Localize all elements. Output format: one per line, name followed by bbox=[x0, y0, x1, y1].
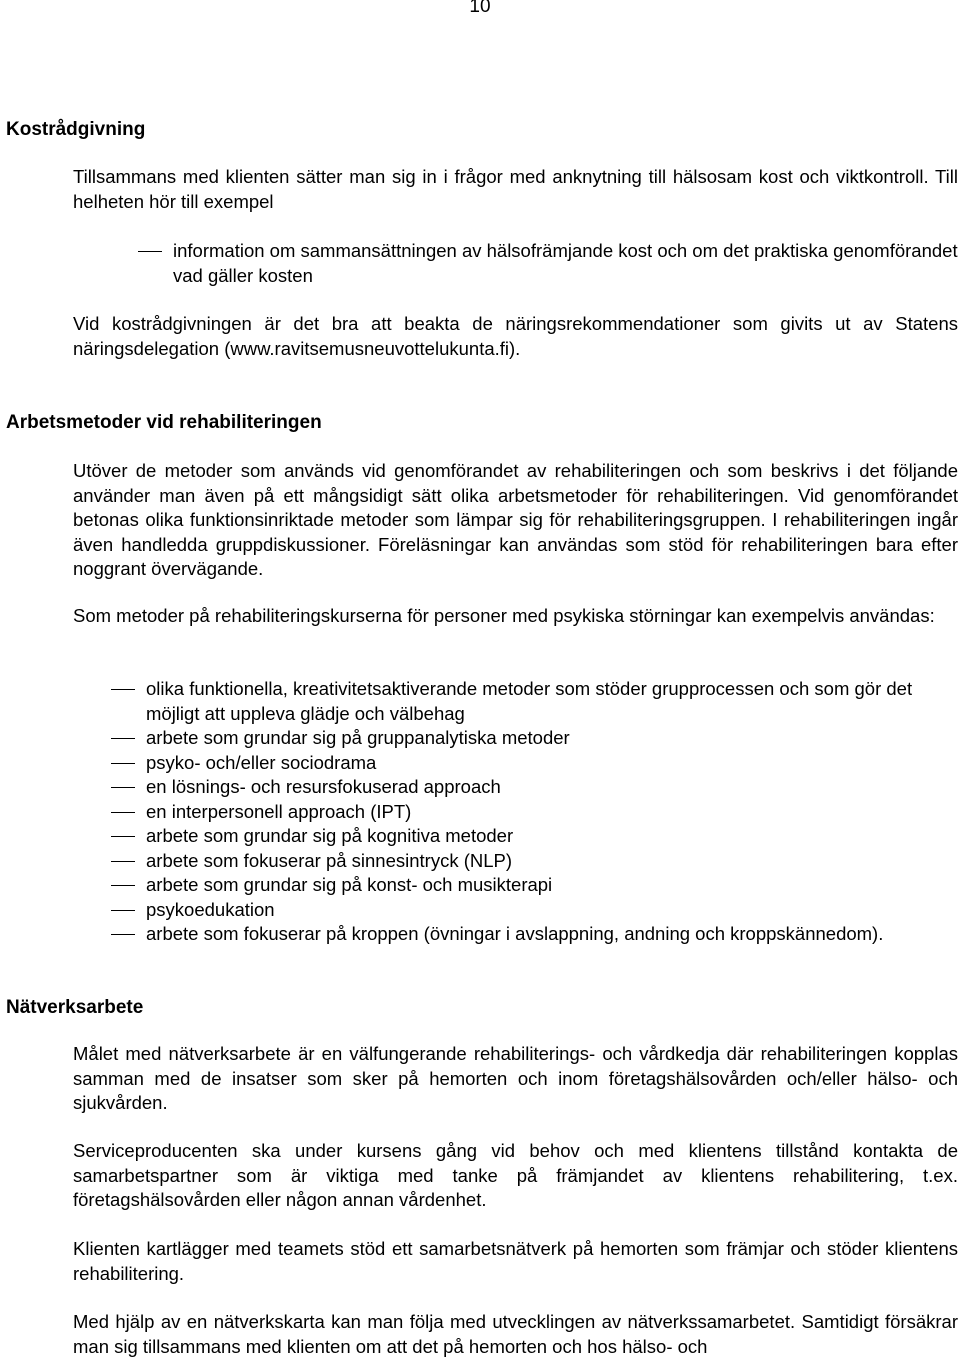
list-item: arbete som grundar sig på konst- och musikterapi bbox=[73, 873, 958, 898]
list-item: en interpersonell approach (IPT) bbox=[73, 800, 958, 825]
list-arbetsmetoder bbox=[73, 677, 958, 947]
heading-natverksarbete: Nätverksarbete bbox=[6, 997, 144, 1018]
list-item: arbete som grundar sig på gruppanalytiska metoder bbox=[73, 726, 958, 751]
paragraph-kost-outro: Vid kostrådgivningen är det bra att beakta de näringsrekommendationer som givits ut av Statens näringsdelegation (www.ravitsemusneuvottelukunta.fi). bbox=[73, 313, 958, 359]
list-kost bbox=[73, 239, 958, 288]
paragraph-natverk-1: Målet med nätverksarbete är en välfungerande rehabiliterings- och vårdkedja där rehabiliteringen kopplas samman med de insatser som sker på hemorten och inom företagshälsovården och/eller hälso- och sjukvården. bbox=[73, 1043, 958, 1113]
heading-arbetsmetoder: Arbetsmetoder vid rehabiliteringen bbox=[6, 412, 322, 433]
page-number: 10 bbox=[469, 0, 491, 17]
paragraph-kost-intro: Tillsammans med klienten sätter man sig in i frågor med anknytning till hälsosam kost och viktkontroll. Till helheten hör till exempel bbox=[73, 166, 958, 212]
paragraph-natverk-3: Klienten kartlägger med teamets stöd ett samarbetsnätverk på hemorten som främjar och stöder klientens rehabilitering. bbox=[73, 1238, 958, 1284]
list-item: en lösnings- och resursfokuserad approach bbox=[73, 775, 958, 800]
list-item: psyko- och/eller sociodrama bbox=[73, 751, 958, 776]
paragraph-natverk-4: Med hjälp av en nätverkskarta kan man följa med utvecklingen av nätverkssamarbetet. Samtidigt försäkrar man sig tillsammans med klienten om att det på hemorten och hos hälso- och bbox=[73, 1311, 958, 1357]
list-item: olika funktionella, kreativitetsaktiverande metoder som stöder grupprocessen och som gör det möjligt att uppleva glädje och välbehag bbox=[73, 677, 958, 726]
heading-kostradgivning: Kostrådgivning bbox=[6, 119, 146, 140]
list-item: arbete som fokuserar på kroppen (övningar i avslappning, andning och kroppskännedom). bbox=[73, 922, 958, 947]
paragraph-arbetsmetoder-2: Som metoder på rehabiliteringskurserna för personer med psykiska störningar kan exempelvis användas: bbox=[73, 605, 935, 626]
paragraph-natverk-2: Serviceproducenten ska under kursens gång vid behov och med klientens tillstånd kontakta de samarbetspartner som är viktiga med tanke på främjandet av klientens rehabilitering, t.ex. företagshälsovården eller någon annan vårdenhet. bbox=[73, 1140, 958, 1210]
list-item: arbete som fokuserar på sinnesintryck (NLP) bbox=[73, 849, 958, 874]
list-item: psykoedukation bbox=[73, 898, 958, 923]
paragraph-arbetsmetoder-1: Utöver de metoder som används vid genomförandet av rehabiliteringen och som beskrivs i det följande använder man även på ett mångsidigt sätt olika arbetsmetoder för rehabiliteringen. Vid genomförandet betonas olika funktionsinriktade metoder som lämpar sig för rehabiliteringsgruppen. I rehabiliteringen ingår även handledda gruppdiskussioner. Föreläsningar kan användas som stöd för rehabiliteringen bara efter noggrant övervägande. bbox=[73, 460, 958, 579]
list-item: arbete som grundar sig på kognitiva metoder bbox=[73, 824, 958, 849]
list-item: information om sammansättningen av hälsofrämjande kost och om det praktiska genomförandet vad gäller kosten bbox=[73, 239, 958, 288]
